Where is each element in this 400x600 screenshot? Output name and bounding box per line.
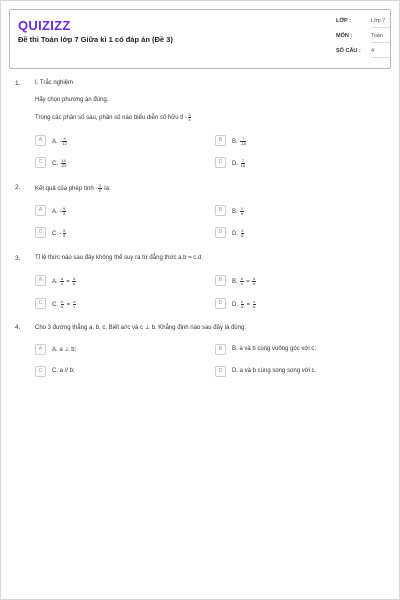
option-text [52,300,77,309]
option-value: a và b cùng song song với c. [239,368,317,374]
subject-label: MÔN : [336,33,353,39]
instruction-text: Hãy chọn phương án đúng. [35,97,109,103]
option-text [232,137,247,146]
subject-underline [371,42,390,43]
question-number: 1. [15,80,21,87]
option-prefix: D. [232,302,240,309]
fraction [240,277,243,286]
question-number: 2. [15,184,21,191]
fraction-numerator: b [241,299,244,304]
fraction-numerator: 3 [188,112,191,117]
fraction-denominator: c [73,304,76,309]
option-letter-box: C [35,298,46,309]
option-prefix: B. [232,279,240,286]
option-text [52,159,67,168]
worksheet-title: Đề thi Toán lớp 7 Giữa kì 1 có đáp án (Đề 3) [18,35,173,44]
option-prefix: C. [52,368,60,374]
question-stem: Kết quả của phép tính [35,186,94,193]
class-label: LỚP : [336,18,351,24]
question-stem-suffix: là: [104,186,111,193]
option-text [232,368,316,374]
stem-fraction [184,112,192,122]
fraction [98,184,101,193]
option-prefix: A. [52,139,60,146]
fraction-denominator: 8 [240,211,244,216]
option-letter-box: C [35,157,46,168]
fraction-sign: - [59,139,62,146]
fraction-denominator: b [72,281,76,286]
option-text [52,207,67,216]
fraction [60,277,63,286]
question-number: 3. [15,255,21,262]
fraction-denominator: -20 [60,163,67,168]
equals-sign: = [244,279,252,286]
option-text [232,277,257,286]
question-count-value: 4 [371,48,375,54]
worksheet-header [9,9,391,69]
option-letter-box: B [215,344,226,355]
fraction-numerator: 7 [241,158,245,163]
fraction-numerator: 9 [63,228,66,233]
fraction-denominator: -16 [240,141,247,146]
option-text [52,229,67,238]
fraction-numerator: b [61,299,64,304]
fraction-numerator: b [240,276,244,281]
option-prefix: B. [232,346,240,352]
fraction-denominator: c [240,281,243,286]
option-value: a ⊥ b; [59,347,77,353]
fraction-numerator: 1 [240,206,244,211]
quizizz-logo: QUIZIZZ [18,18,71,33]
option-letter-box: A [35,275,46,286]
fraction [63,229,66,238]
option-text [232,300,257,309]
option-prefix: A. [52,279,60,286]
option-letter-box: D [215,227,226,238]
fraction [241,229,244,238]
fraction-denominator: a [253,304,256,309]
fraction [240,137,246,146]
option-value: a // b; [59,368,75,374]
fraction-numerator: 9 [63,136,66,141]
fraction [241,300,244,309]
question-text: Tỉ lệ thức nào sau đây không thể suy ra từ đẳng thức a.b = c.d [35,255,202,261]
section-heading: I. Trắc nghiệm [35,80,74,86]
fraction-numerator: 14 [61,158,66,163]
class-underline [371,27,390,28]
stem-fraction [95,183,102,193]
fraction-sign: - [59,209,62,216]
fraction-denominator: a [252,281,256,286]
option-letter-box: D [215,366,226,377]
equals-sign: = [64,279,72,286]
fraction [252,277,255,286]
fraction-numerator: d [252,276,256,281]
option-text [52,137,68,146]
fraction [188,113,191,122]
fraction-numerator: a [60,276,64,281]
subject-meta [336,33,390,43]
fraction [240,207,243,216]
question-count-meta [336,48,390,58]
fraction [62,137,66,146]
option-prefix: B. [232,139,240,146]
option-letter-box: B [215,135,226,146]
fraction-denominator: 8 [63,233,66,238]
fraction-numerator: 7 [242,136,245,141]
option-letter-box: A [35,344,46,355]
option-text [52,346,76,353]
fraction-sign: - [59,231,62,238]
fraction-numerator: c [253,299,256,304]
option-letter-box: D [215,157,226,168]
option-text [232,229,245,238]
fraction-numerator: 3 [241,228,244,233]
fraction-denominator: 4 [62,211,66,216]
fraction-denominator: 4 [188,117,191,122]
equals-sign: = [64,302,72,309]
question-stem: Trong các phân số sau, phân số nào biểu diễn số hữu tỉ [35,115,184,122]
fraction [62,207,65,216]
option-letter-box: B [215,205,226,216]
fraction [61,159,67,168]
fraction-denominator: 2 [98,188,102,193]
fraction [73,300,76,309]
option-prefix: C. [52,231,60,238]
option-text [232,207,245,216]
option-prefix: B. [232,209,240,216]
fraction-sign: - [95,186,98,193]
fraction [72,277,75,286]
fraction-denominator: c [60,281,63,286]
option-text [232,159,246,168]
option-letter-box: B [215,275,226,286]
fraction-denominator: 12 [62,141,67,146]
option-prefix: C. [52,302,60,309]
class-meta [336,18,390,28]
option-text [232,346,316,352]
fraction-numerator: 3 [98,183,102,188]
question-number: 4. [15,324,21,331]
option-text [52,368,75,374]
fraction-denominator: 8 [241,233,244,238]
option-letter-box: D [215,298,226,309]
option-letter-box: A [35,135,46,146]
fraction-denominator: d [241,304,244,309]
subject-value: Toán [371,33,383,39]
question-text [35,113,192,122]
option-prefix: D. [232,368,240,374]
question-text [35,184,111,193]
fraction-numerator: 9 [62,206,66,211]
class-value: Lớp 7 [371,18,386,24]
question-count-label: SỐ CÂU : [336,48,361,54]
fraction-denominator: a [61,304,64,309]
option-prefix: A. [52,209,60,216]
question-text: Cho 3 đường thẳng a, b, c. Biết a//c và c ⊥ b. Khẳng định nào sau đây là đúng: [35,325,246,331]
fraction [253,300,256,309]
option-letter-box: C [35,227,46,238]
fraction-sign: - [184,115,187,122]
option-prefix: C. [52,161,60,168]
question-count-underline [371,57,390,58]
option-prefix: D. [232,161,240,168]
fraction [61,300,64,309]
fraction [241,159,245,168]
option-text [52,277,77,286]
option-prefix: A. [52,347,60,353]
option-letter-box: C [35,366,46,377]
fraction-denominator: 16 [240,163,246,168]
option-value: a và b cùng vuông góc với c; [239,346,316,352]
fraction-numerator: d [73,299,76,304]
equals-sign: = [244,302,252,309]
option-prefix: D. [232,231,240,238]
fraction-numerator: d [72,276,76,281]
option-letter-box: A [35,205,46,216]
